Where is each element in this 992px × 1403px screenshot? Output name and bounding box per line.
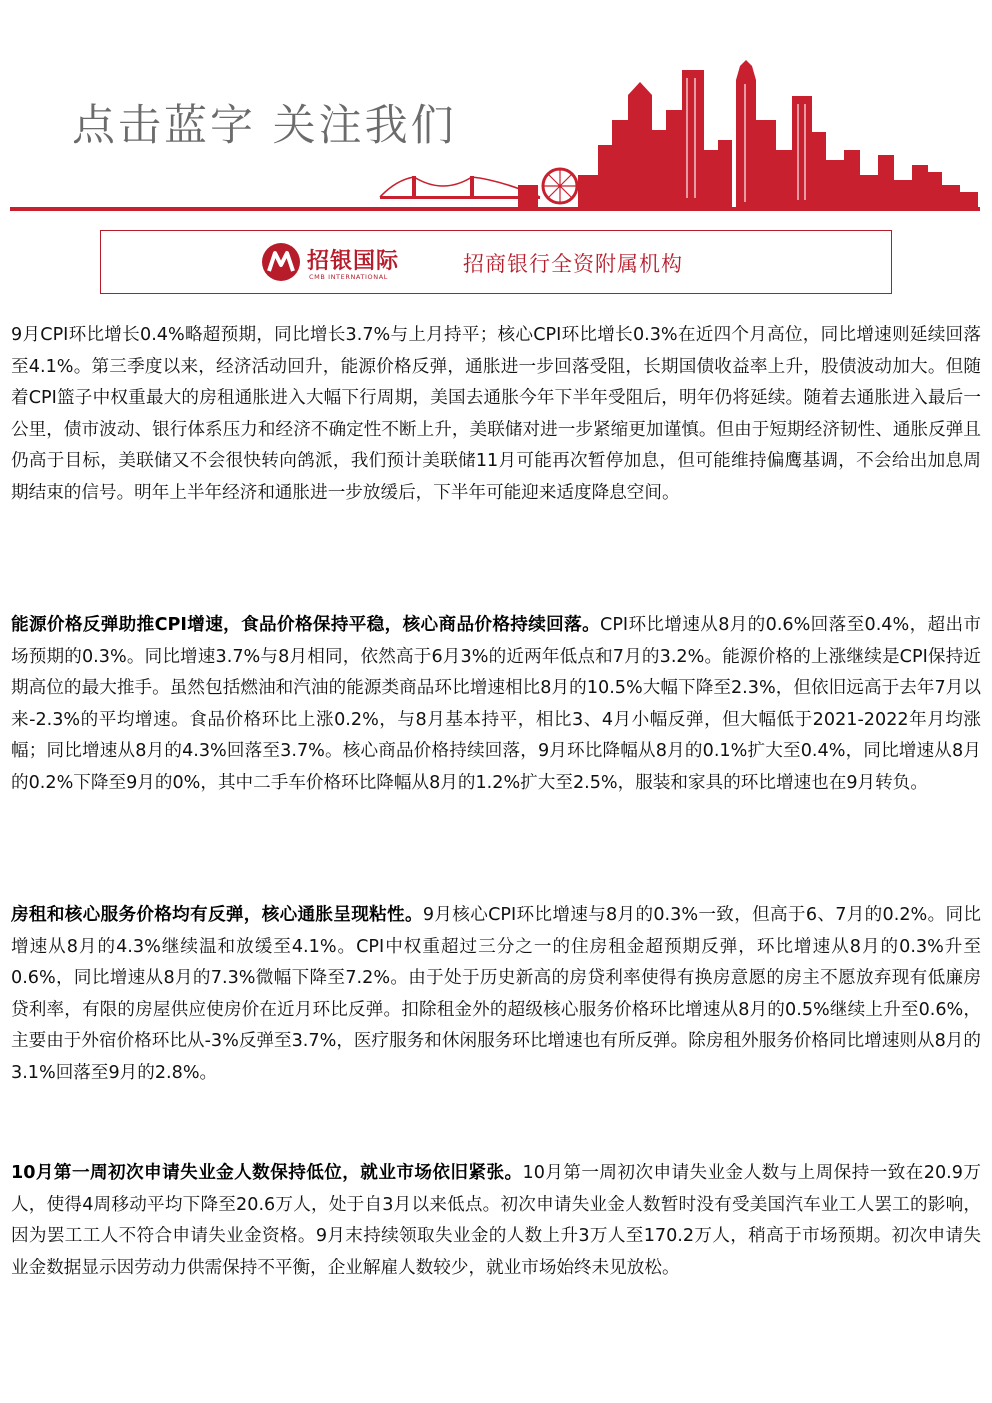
bridge-tower-right xyxy=(470,176,474,198)
paragraph-core-services xyxy=(11,900,981,1089)
paragraph-text: 10月第一周初次申请失业金人数与上周保持一致在20.9万人，使得4周移动平均下降至20.6万人，处于自3月以来低点。初次申请失业金人数暂时没有受美国汽车业工人罢工的影响，因为罢工工人不符合申请失业金资格。9月末持续领取失业金的人数上升3万人至170.2万人，稍高于市场预期。初次申请失业金数据显示因劳动力供需保持不平衡，企业解雇人数较少，就业市场始终未见放松。 xyxy=(11,1163,981,1278)
paragraph-text: CPI环比增速从8月的0.6%回落至0.4%，超出市场预期的0.3%。同比增速3.7%与8月相同，依然高于6月3%的近两年低点和7月的3.2%。能源价格的上涨继续是CPI保持近期高位的最大推手。虽然包括燃油和汽油的能源类商品环比增速相比8月的10.5%大幅下降至2.3%，但依旧远高于去年7月以来-2.3%的平均增速。食品价格环比上涨0.2%，与8月基本持平，相比3、4月小幅反弹，但大幅低于2021-2022年月均涨幅；同比增速从8月的4.3%回落至3.7%。核心商品价格持续回落，9月环比降幅从8月的0.1%扩大至0.4%，同比增速从8月的0.2%下降至9月的0%，其中二手车价格环比降幅从8月的1.2%扩大至2.5%，服装和家具的环比增速也在9月转负。 xyxy=(11,615,981,793)
cmb-international-banner[interactable] xyxy=(100,230,892,294)
banner-tagline: 招商银行全资附属机构 xyxy=(463,252,683,276)
logo-chinese-name: 招银国际 xyxy=(307,249,400,274)
paragraph-summary xyxy=(11,320,981,509)
paragraph-lead: 10月第一周初次申请失业金人数保持低位，就业市场依旧紧张。 xyxy=(11,1163,523,1183)
follow-us-slogan[interactable]: 点击蓝字 关注我们 xyxy=(72,101,457,151)
paragraph-text: 9月CPI环比增长0.4%略超预期，同比增长3.7%与上月持平；核心CPI环比增长0.3%在近四个月高位，同比增速则延续回落至4.1%。第三季度以来，经济活动回升，能源价格反弹，通胀进一步回落受阻，长期国债收益率上升，股债波动加大。但随着CPI篮子中权重最大的房租通胀进入大幅下行周期，美国去通胀今年下半年受阻后，明年仍将延续。随着去通胀进入最后一公里，债市波动、银行体系压力和经济不确定性不断上升，美联储对进一步紧缩更加谨慎。但由于短期经济韧性、通胀反弹且仍高于目标，美联储又不会很快转向鸽派，我们预计美联储11月可能再次暂停加息，但可能维持偏鹰基调，不会给出加息周期结束的信号。明年上半年经济和通胀进一步放缓后，下半年可能迎来适度降息空间。 xyxy=(11,325,981,503)
city-skyline-illustration xyxy=(0,0,992,215)
bridge-cables xyxy=(380,177,540,197)
cmb-logo-icon xyxy=(261,241,301,283)
header-ground-line xyxy=(10,207,980,211)
paragraph-lead: 房租和核心服务价格均有反弹，核心通胀呈现粘性。 xyxy=(11,905,423,925)
paragraph-lead: 能源价格反弹助推CPI增速，食品价格保持平稳，核心商品价格持续回落。 xyxy=(11,615,601,635)
bridge-tower-left xyxy=(412,176,416,198)
bridge-deck xyxy=(380,196,540,199)
paragraph-jobless-claims xyxy=(11,1158,981,1284)
paragraph-text: 9月核心CPI环比增速与8月的0.3%一致，但高于6、7月的0.2%。同比增速从8月的4.3%继续温和放缓至4.1%。CPI中权重超过三分之一的住房租金超预期反弹，环比增速从8月的0.3%升至0.6%，同比增速从8月的7.3%微幅下降至7.2%。由于处于历史新高的房贷利率使得有换房意愿的房主不愿放弃现有低廉房贷利率，有限的房屋供应使房价在近月环比反弹。扣除租金外的超级核心服务价格环比增速从8月的0.5%继续上升至0.6%，主要由于外宿价格环比从-3%反弹至3.7%，医疗服务和休闲服务环比增速也有所反弹。除房租外服务价格同比增速则从8月的3.1%回落至9月的2.8%。 xyxy=(11,905,981,1083)
logo-english-name: CMB INTERNATIONAL xyxy=(309,273,388,281)
paragraph-energy-prices xyxy=(11,610,981,799)
page-header xyxy=(0,0,992,215)
